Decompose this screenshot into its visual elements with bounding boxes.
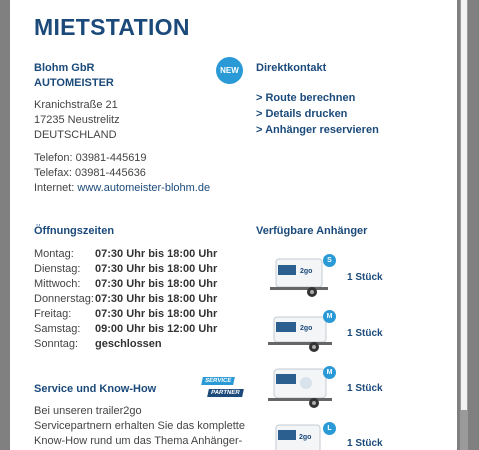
svg-text:2go: 2go (300, 268, 313, 275)
page-title: MIETSTATION (34, 14, 190, 40)
trailer-quantity: 1 Stück (347, 328, 383, 339)
day-label: Donnerstag: (34, 293, 94, 305)
day-label: Mittwoch: (34, 278, 81, 290)
reserve-trailer-link[interactable]: > Anhänger reservieren (256, 124, 379, 136)
trailer-quantity: 1 Stück (347, 383, 383, 394)
service-text-line: Know-How rund um das Thema Anhänger- (34, 435, 243, 447)
day-label: Sonntag: (34, 338, 79, 350)
website-link[interactable]: www.automeister-blohm.de (77, 182, 211, 194)
svg-text:2go: 2go (300, 325, 313, 332)
day-label: Montag: (34, 248, 74, 260)
svg-text:2go: 2go (299, 434, 312, 441)
time-value: 07:30 Uhr bis 18:00 Uhr (95, 248, 218, 260)
day-label: Freitag: (34, 308, 72, 320)
size-badge: M (323, 366, 336, 379)
badge-line-service: SERVICE (201, 377, 235, 385)
service-heading: Service und Know-How (34, 383, 157, 395)
time-value: 07:30 Uhr bis 18:00 Uhr (95, 293, 218, 305)
scrollbar-thumb[interactable] (461, 0, 467, 410)
size-badge: L (323, 422, 336, 435)
time-value: 07:30 Uhr bis 18:00 Uhr (95, 278, 218, 290)
service-text-line: Servicepartnern erhalten Sie das komplette (34, 420, 245, 432)
service-partner-badge (202, 377, 244, 403)
day-label: Dienstag: (34, 263, 81, 275)
new-badge: NEW (216, 57, 243, 84)
station-name: AUTOMEISTER (34, 77, 114, 89)
phone: Telefon: 03981-445619 (34, 152, 147, 164)
time-value: 09:00 Uhr bis 12:00 Uhr (95, 323, 218, 335)
station-modal (10, 0, 457, 450)
trailers-heading: Verfügbare Anhänger (256, 225, 368, 237)
route-link[interactable]: > Route berechnen (256, 92, 356, 104)
size-badge: S (323, 254, 336, 267)
time-value: 07:30 Uhr bis 18:00 Uhr (95, 263, 218, 275)
city: 17235 Neustrelitz (34, 114, 120, 126)
day-label: Samstag: (34, 323, 81, 335)
print-details-link[interactable]: > Details drucken (256, 108, 348, 120)
street: Kranichstraße 21 (34, 99, 118, 111)
internet-line (34, 181, 210, 196)
size-badge: M (323, 310, 336, 323)
service-text-line: Bei unseren trailer2go (34, 405, 142, 417)
trailer-quantity: 1 Stück (347, 438, 383, 449)
country: DEUTSCHLAND (34, 129, 117, 141)
fax: Telefax: 03981-445636 (34, 167, 146, 179)
time-value: 07:30 Uhr bis 18:00 Uhr (95, 308, 218, 320)
hours-heading: Öffnungszeiten (34, 225, 115, 237)
direct-contact-heading: Direktkontakt (256, 62, 327, 74)
trailer-quantity: 1 Stück (347, 272, 383, 283)
company-name: Blohm GbR (34, 62, 95, 74)
badge-line-partner: PARTNER (207, 389, 243, 397)
internet-label: Internet: (34, 182, 75, 194)
time-value: geschlossen (95, 338, 162, 350)
